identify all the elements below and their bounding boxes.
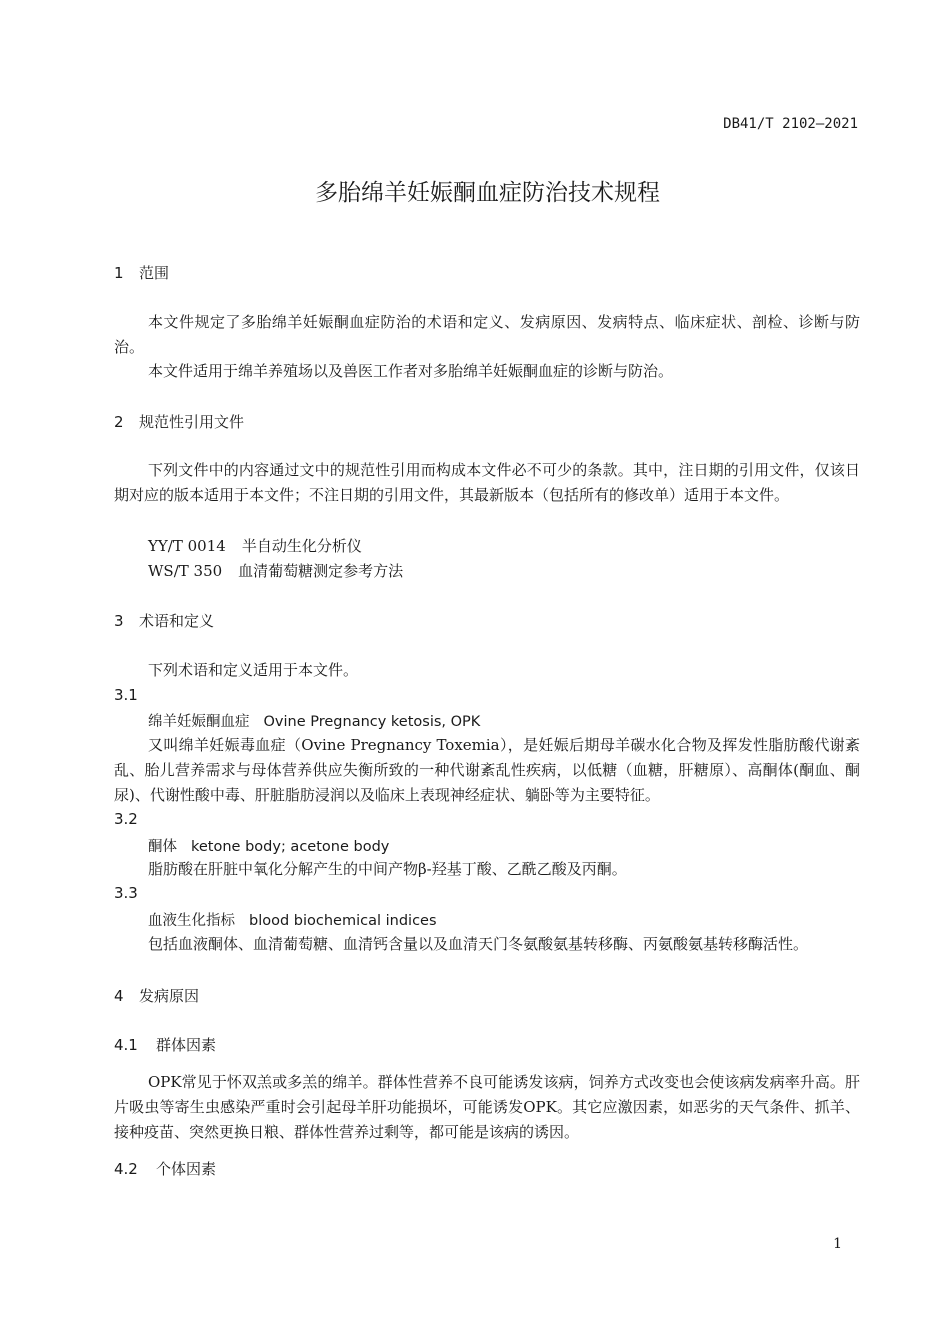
term-chinese: 血液生化指标	[148, 913, 235, 929]
section-number: 4	[114, 987, 124, 1005]
reference-code: YY/T 0014	[148, 537, 226, 555]
term-chinese: 酮体	[148, 839, 177, 855]
section-1-paragraph-2: 本文件适用于绵羊养殖场以及兽医工作者对多胎绵羊妊娠酮血症的诊断与防治。	[148, 362, 674, 380]
section-4-heading	[114, 985, 199, 1006]
section-1-heading	[114, 262, 169, 283]
standard-number: DB41/T 2102—2021	[723, 116, 858, 132]
term-3-2	[148, 835, 389, 856]
section-title: 发病原因	[139, 987, 200, 1005]
reference-code: WS/T 350	[148, 562, 223, 580]
document-title: 多胎绵羊妊娠酮血症防治技术规程	[315, 180, 660, 206]
section-3-paragraph-1: 下列术语和定义适用于本文件。	[148, 661, 359, 679]
subsection-title: 个体因素	[156, 1160, 217, 1178]
term-3-1-number: 3.1	[114, 686, 138, 704]
section-number: 3	[114, 612, 124, 630]
subsection-4-2-heading	[114, 1158, 216, 1179]
term-3-3-definition: 包括血液酮体、血清葡萄糖、血清钙含量以及血清天门冬氨酸氨基转移酶、丙氨酸氨基转移酶活性。	[148, 935, 809, 953]
subsection-number: 4.1	[114, 1036, 138, 1054]
section-3-heading	[114, 610, 214, 631]
section-2-paragraph-1: 下列文件中的内容通过文中的规范性引用而构成本文件必不可少的条款。其中，注日期的引用文件，仅该日期对应的版本适用于本文件；不注日期的引用文件，其最新版本（包括所有的修改单）适用于本文件。	[114, 461, 860, 504]
subsection-number: 4.2	[114, 1160, 138, 1178]
section-title: 范围	[139, 264, 170, 282]
reference-2	[148, 560, 403, 581]
term-english: ketone body; acetone body	[191, 839, 390, 855]
term-3-1-definition: 又叫绵羊妊娠毒血症（Ovine Pregnancy Toxemia），是妊娠后期母羊碳水化合物及挥发性脂肪酸代谢紊乱、胎儿营养需求与母体营养供应失衡所致的一种代谢紊乱性疾病，以低糖（血糖，肝糖原）、高酮体(酮血、酮尿)、代谢性酸中毒、肝脏脂肪浸润以及临床上表现神经症状、躺卧等为主要特征。	[114, 736, 860, 804]
term-3-3	[148, 909, 437, 930]
subsection-title: 群体因素	[156, 1036, 217, 1054]
term-chinese: 绵羊妊娠酮血症	[148, 714, 250, 730]
section-2-heading	[114, 411, 244, 432]
section-title: 术语和定义	[139, 612, 215, 630]
term-english: Ovine Pregnancy ketosis, OPK	[263, 714, 481, 730]
reference-title: 半自动生化分析仪	[241, 537, 362, 555]
term-3-2-number: 3.2	[114, 810, 138, 828]
term-3-1	[148, 710, 480, 731]
subsection-4-1-paragraph: OPK常见于怀双羔或多羔的绵羊。群体性营养不良可能诱发该病，饲养方式改变也会使该病发病率升高。肝片吸虫等寄生虫感染严重时会引起母羊肝功能损坏，可能诱发OPK。其它应激因素，如恶劣的天气条件、抓羊、接种疫苗、突然更换日粮、群体性营养过剩等，都可能是该病的诱因。	[114, 1073, 860, 1141]
page-number: 1	[833, 1236, 842, 1252]
term-english: blood biochemical indices	[249, 913, 437, 929]
reference-1	[148, 535, 362, 556]
term-3-3-number: 3.3	[114, 884, 138, 902]
reference-title: 血清葡萄糖测定参考方法	[238, 562, 404, 580]
section-number: 1	[114, 264, 124, 282]
subsection-4-1-heading	[114, 1034, 216, 1055]
section-1-paragraph-1: 本文件规定了多胎绵羊妊娠酮血症防治的术语和定义、发病原因、发病特点、临床症状、剖检、诊断与防治。	[114, 313, 860, 356]
term-3-2-definition: 脂肪酸在肝脏中氧化分解产生的中间产物β-羟基丁酸、乙酰乙酸及丙酮。	[148, 860, 627, 878]
section-title: 规范性引用文件	[139, 413, 245, 431]
section-number: 2	[114, 413, 124, 431]
